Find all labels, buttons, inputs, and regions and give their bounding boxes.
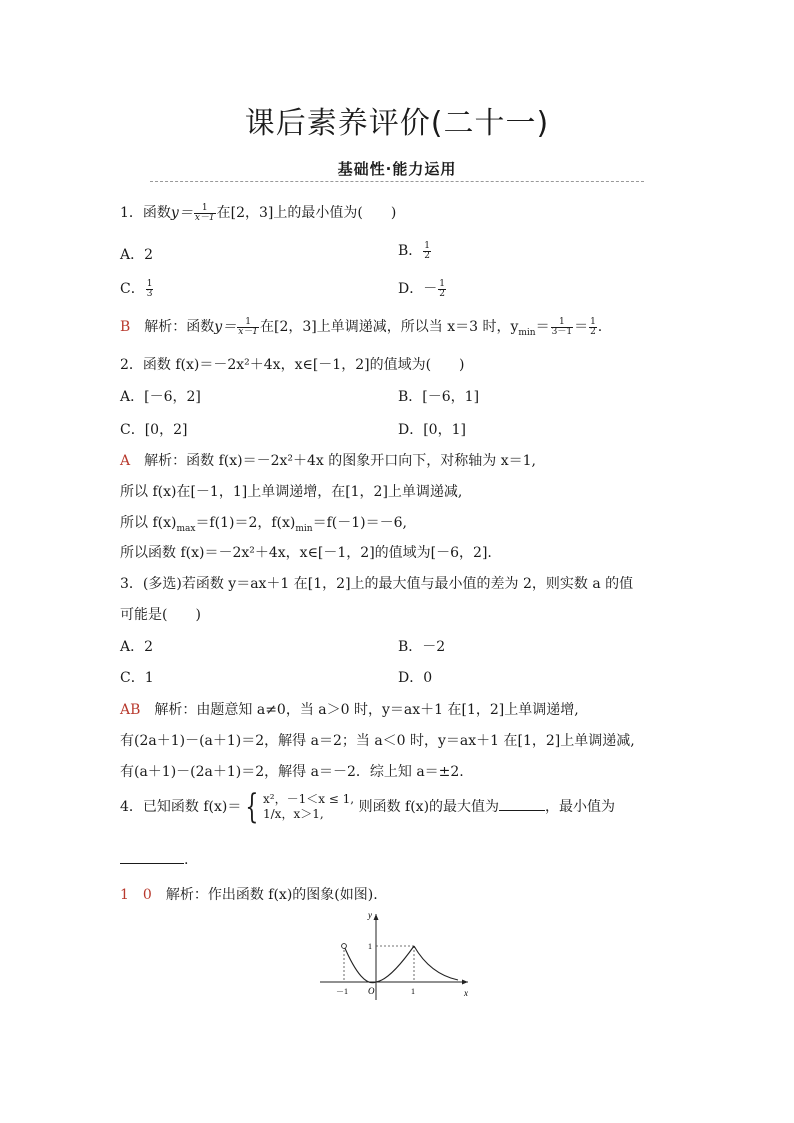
q1-optd-frac	[438, 280, 446, 299]
q2-option-b: B．[－6，1]	[398, 389, 480, 405]
q3-option-a: A．2	[120, 639, 154, 655]
q1-optc-den: 3	[146, 288, 153, 299]
question-3-stem-1: 3．(多选)若函数 y＝ax＋1 在[1，2]上的最大值与最小值的差为 2，则实数 a 的值	[120, 576, 634, 592]
x-axis-arrow	[462, 980, 468, 985]
q1-stem-suffix: 在[2，3]上的最小值为( )	[216, 205, 397, 221]
q4-case-2: 1/x，x＞1,	[263, 807, 324, 821]
q1-exp-b: y＝	[214, 319, 237, 335]
q1-stem-prefix: 1．函数	[120, 205, 171, 221]
q1-exp-sub: min	[518, 327, 536, 338]
q1-optb-den: 2	[424, 250, 431, 261]
q4-stem-prefix: 4．已知函数 f(x)＝	[120, 799, 242, 815]
q3-exp1-text: 解析：由题意知 a≠0，当 a＞0 时，y＝ax＋1 在[1，2]上单调递增,	[154, 702, 579, 718]
q2-exp3-a: 所以 f(x)	[120, 515, 177, 531]
q4-stem-max: 则函数 f(x)的最大值为	[358, 799, 500, 815]
q1-exp-frac2-den: 3－1	[551, 326, 573, 337]
page-title: 课后素养评价(二十一)	[244, 106, 550, 141]
q1-exp-e: ＝	[574, 319, 589, 335]
q1-exp-frac1	[237, 318, 259, 337]
q1-exp-c: 在[2，3]上单调递减，所以当 x＝3 时，y	[260, 319, 519, 335]
q4-blank-max[interactable]	[499, 810, 545, 811]
q1-option-a: A．2	[120, 247, 154, 263]
x-axis-label: x	[464, 988, 468, 998]
q2-exp3-c: ＝f(－1)＝－6,	[312, 515, 407, 531]
q1-exp-d: ＝	[535, 319, 550, 335]
question-4-stem	[120, 787, 616, 827]
q3-explanation-2: 有(2a＋1)－(a＋1)＝2，解得 a＝2；当 a＜0 时，y＝ax＋1 在[1，2]上单调递减,	[120, 733, 635, 749]
reciprocal-curve	[414, 946, 458, 980]
q4-case-1: x²，－1＜x ≤ 1,	[263, 792, 355, 806]
q4-exp-text: 解析：作出函数 f(x)的图象(如图).	[165, 887, 378, 903]
q1-stem-y: y＝	[170, 205, 193, 221]
q2-exp3-sub-max: max	[176, 523, 196, 534]
q3-option-b: B．－2	[398, 639, 446, 655]
q4-stem-end: .	[184, 852, 189, 868]
q1-optc-num: 1	[146, 278, 153, 289]
q3-option-d: D．0	[398, 670, 433, 686]
q1-exp-frac1-num: 1	[237, 318, 259, 328]
section-divider	[150, 181, 644, 182]
q2-explanation-2: 所以 f(x)在[－1，1]上单调递增，在[1，2]上单调递减,	[120, 484, 463, 500]
q2-answer: A	[120, 453, 131, 469]
question-2-stem: 2．函数 f(x)＝－2x²＋4x，x∈[－1，2]的值域为( )	[120, 357, 465, 373]
question-3-stem-2: 可能是( )	[120, 607, 201, 623]
y-axis-arrow	[374, 914, 379, 920]
q2-option-d: D．[0，1]	[398, 422, 466, 438]
tick-neg1-label: －1	[336, 987, 348, 996]
q1-exp-frac2-num: 1	[551, 318, 573, 328]
q2-option-a: A．[－6，2]	[120, 389, 201, 405]
q1-optb-label: B．	[398, 243, 423, 259]
q1-optb-frac	[423, 242, 431, 261]
q1-exp-frac3-num: 1	[590, 316, 596, 327]
q1-frac-num: 1	[194, 204, 216, 214]
q1-fraction	[194, 204, 216, 223]
parabola-curve	[344, 946, 414, 983]
q1-answer: B	[120, 319, 131, 335]
q2-explanation-4: 所以函数 f(x)＝－2x²＋4x，x∈[－1，2]的值域为[－6，2].	[120, 545, 492, 561]
q3-option-c: C．1	[120, 670, 154, 686]
q3-answer: AB	[120, 702, 141, 718]
tick-1x-label: 1	[411, 987, 415, 996]
origin-label: O	[368, 986, 375, 996]
q3-explanation-3: 有(a＋1)－(2a＋1)＝2，解得 a＝－2．综上知 a＝±2.	[120, 764, 464, 780]
function-graph	[318, 910, 474, 1002]
q1-frac-den: x－1	[194, 212, 215, 223]
q1-optd-den: 2	[439, 288, 445, 299]
q4-stem-continued	[120, 852, 188, 868]
q4-explanation	[120, 884, 378, 904]
q4-answer: 1 0	[120, 887, 152, 903]
q1-exp-a: 解析：函数	[144, 319, 215, 335]
tick-1y-label: 1	[368, 942, 372, 951]
q4-stem-min: ，最小值为	[545, 799, 616, 815]
q2-exp3-sub-min: min	[295, 523, 313, 534]
q1-exp-frac2	[551, 318, 573, 337]
y-axis-label: y	[368, 910, 372, 920]
q3-explanation-1	[120, 699, 579, 719]
open-point	[342, 944, 347, 949]
q1-exp-frac3	[589, 318, 597, 337]
q1-exp-frac1-den: x－1	[238, 326, 259, 337]
q1-optc-frac	[146, 280, 154, 299]
section-heading: 基础性·能力运用	[337, 160, 457, 178]
q1-option-c	[120, 278, 154, 299]
q1-optb-num: 1	[424, 240, 431, 251]
q2-exp1-text: 解析：函数 f(x)＝－2x²＋4x 的图象开口向下，对称轴为 x＝1,	[144, 453, 536, 469]
q2-explanation-1	[120, 450, 536, 470]
q2-exp3-b: ＝f(1)＝2，f(x)	[195, 515, 296, 531]
q4-piecewise	[263, 792, 354, 822]
q2-explanation-3	[120, 512, 407, 534]
question-1-stem	[120, 202, 396, 223]
q1-exp-frac3-den: 2	[590, 326, 596, 337]
q1-option-d	[398, 278, 447, 299]
q1-exp-f: .	[597, 319, 603, 335]
q1-option-b	[398, 240, 432, 261]
q1-optd-label: D．－	[398, 281, 438, 297]
q2-option-c: C．[0，2]	[120, 422, 188, 438]
q4-blank-min[interactable]	[120, 863, 184, 864]
q4-brace: {	[245, 787, 259, 827]
q1-optc-label: C．	[120, 281, 145, 297]
q1-explanation	[120, 316, 602, 338]
q1-optd-num: 1	[439, 278, 445, 289]
